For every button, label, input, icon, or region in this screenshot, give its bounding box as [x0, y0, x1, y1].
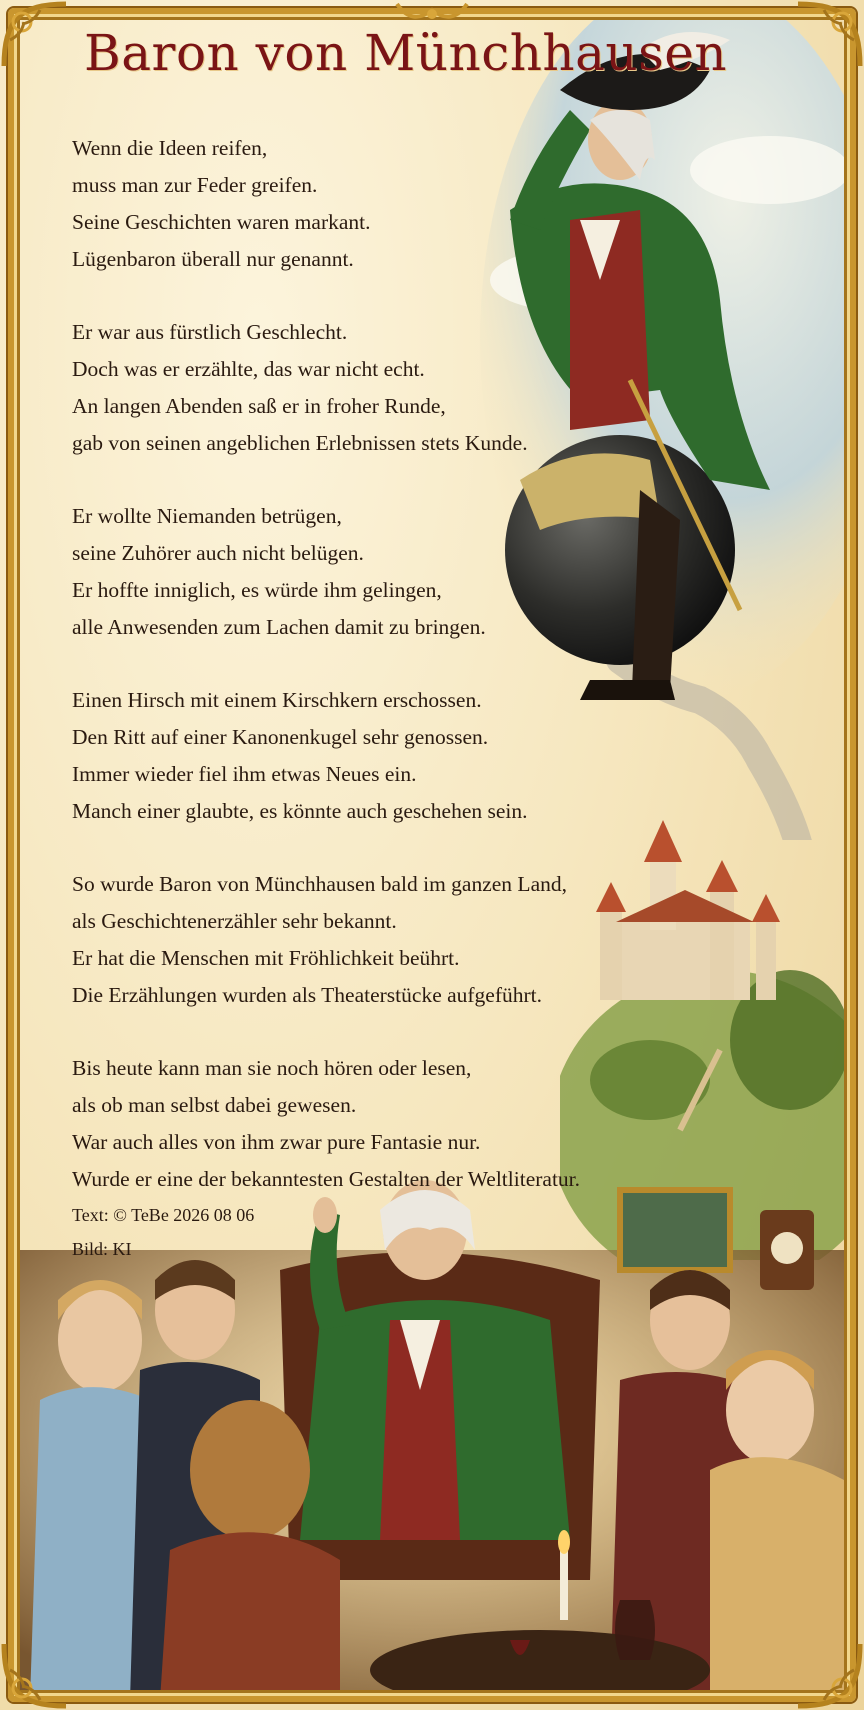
poem-line: als ob man selbst dabei gewesen.: [72, 1093, 357, 1117]
poem-line: seine Zuhörer auch nicht belügen.: [72, 541, 364, 565]
poem-line: Seine Geschichten waren markant.: [72, 210, 371, 234]
poem-line: Wurde er eine der bekanntesten Gestalten der Weltliteratur.: [72, 1167, 581, 1191]
poem-line: Immer wieder fiel ihm etwas Neues ein.: [72, 762, 417, 786]
text-credit: Text: © TeBe 2026 08 06: [72, 1205, 255, 1225]
stanza: [72, 498, 592, 646]
stanza: [72, 314, 592, 462]
poem-line: So wurde Baron von Münchhausen bald im ganzen Land,: [72, 872, 567, 896]
stanza: [72, 682, 592, 830]
poem-line: Lügenbaron überall nur genannt.: [72, 247, 354, 271]
poem-line: gab von seinen angeblichen Erlebnissen stets Kunde.: [72, 431, 528, 455]
poem-line: Die Erzählungen wurden als Theaterstücke aufgeführt.: [72, 983, 543, 1007]
poem-line: Doch was er erzählte, das war nicht echt.: [72, 357, 425, 381]
image-credit: Bild: KI: [72, 1239, 132, 1259]
poem-line: Er war aus fürstlich Geschlecht.: [72, 320, 348, 344]
top-scroll-ornament: [392, 0, 472, 30]
poem-line: muss man zur Feder greifen.: [72, 173, 318, 197]
stanza: [72, 1050, 592, 1198]
corner-ornament: [0, 1640, 70, 1710]
poem-line: War auch alles von ihm zwar pure Fantasie nur.: [72, 1130, 481, 1154]
poem-line: Wenn die Ideen reifen,: [72, 136, 268, 160]
poem-line: alle Anwesenden zum Lachen damit zu bringen.: [72, 615, 486, 639]
corner-ornament: [0, 0, 70, 70]
credits: [72, 1198, 254, 1266]
poem-line: Er wollte Niemanden betrügen,: [72, 504, 342, 528]
poem: [72, 130, 592, 1234]
poem-line: Manch einer glaubte, es könnte auch geschehen sein.: [72, 799, 528, 823]
poem-line: Er hoffte inniglich, es würde ihm gelingen,: [72, 578, 442, 602]
page-title: Baron von Münchhausen: [84, 24, 728, 82]
poem-line: An langen Abenden saß er in froher Runde,: [72, 394, 446, 418]
poem-line: Er hat die Menschen mit Fröhlichkeit beührt.: [72, 946, 460, 970]
stanza: [72, 866, 592, 1014]
stanza: [72, 130, 592, 278]
corner-ornament: [794, 1640, 864, 1710]
poem-line: Einen Hirsch mit einem Kirschkern erschossen.: [72, 688, 482, 712]
poem-line: Bis heute kann man sie noch hören oder lesen,: [72, 1056, 472, 1080]
corner-ornament: [794, 0, 864, 70]
poem-line: als Geschichtenerzähler sehr bekannt.: [72, 909, 397, 933]
poem-line: Den Ritt auf einer Kanonenkugel sehr genossen.: [72, 725, 489, 749]
